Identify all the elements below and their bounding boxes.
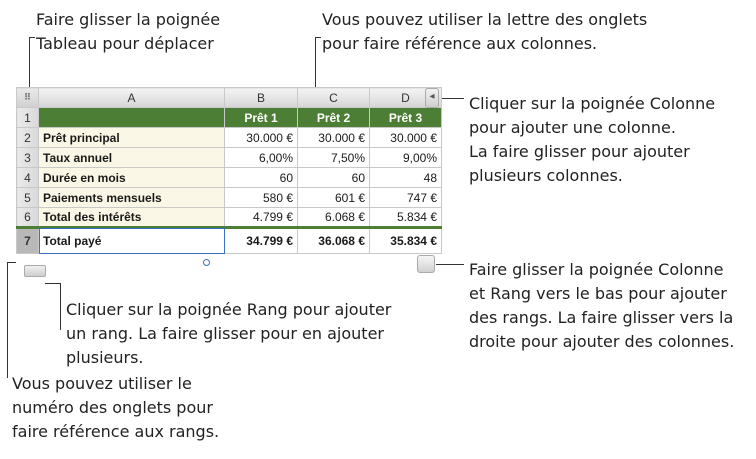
selection-resize-dot[interactable] <box>203 259 210 266</box>
leader-line-row-numbers-h <box>7 262 16 263</box>
column-tab-c[interactable]: C <box>298 88 370 108</box>
column-handle[interactable]: ◂ <box>425 88 439 108</box>
value-cell[interactable]: 30.000 € <box>225 128 298 148</box>
table-row <box>17 148 442 168</box>
row-label-cell[interactable]: Durée en mois <box>39 168 225 188</box>
value-cell[interactable]: 747 € <box>370 188 442 208</box>
table-row <box>17 188 442 208</box>
value-cell[interactable]: 580 € <box>225 188 298 208</box>
leader-line-corner-handle <box>436 264 464 265</box>
column-header-row <box>17 88 442 108</box>
value-cell[interactable]: 60 <box>298 168 370 188</box>
row-label-cell[interactable]: Taux annuel <box>39 148 225 168</box>
leader-line-table-tick <box>29 37 35 38</box>
leader-line-columns <box>315 37 316 89</box>
value-cell[interactable]: 60 <box>225 168 298 188</box>
table-row <box>17 168 442 188</box>
row-handle[interactable] <box>24 265 46 277</box>
value-cell[interactable]: 4.799 € <box>225 208 298 228</box>
value-cell[interactable]: 9,00% <box>370 148 442 168</box>
spreadsheet-table[interactable] <box>16 87 442 254</box>
value-cell[interactable]: 6,00% <box>225 148 298 168</box>
column-tab-d[interactable]: D <box>370 88 442 108</box>
leader-line-row-numbers <box>7 262 8 378</box>
row-label-cell[interactable]: Prêt principal <box>39 128 225 148</box>
column-row-corner-handle[interactable] <box>417 255 435 273</box>
footer-value-cell[interactable]: 36.068 € <box>298 228 370 254</box>
row-tab-6[interactable]: 6 <box>17 208 39 228</box>
callout-column-letters: Vous pouvez utiliser la lettre des onglets pour faire référence aux colonnes. <box>322 10 648 53</box>
leader-line-table <box>29 37 30 89</box>
callout-row-numbers: Vous pouvez utiliser le numéro des onglets pour faire référence aux rangs. <box>12 374 220 441</box>
row-tab-4[interactable]: 4 <box>17 168 39 188</box>
row-label-cell[interactable]: Paiements mensuels <box>39 188 225 208</box>
row-tab-3[interactable]: 3 <box>17 148 39 168</box>
row-tab-2[interactable]: 2 <box>17 128 39 148</box>
footer-row <box>17 228 442 254</box>
leader-line-columns-tick <box>315 37 321 38</box>
value-cell[interactable]: 48 <box>370 168 442 188</box>
table-handle[interactable]: ⠿ <box>17 88 39 108</box>
header-cell[interactable]: Prêt 1 <box>225 108 298 128</box>
footer-value-cell[interactable]: 35.834 € <box>370 228 442 254</box>
column-tab-b[interactable]: B <box>225 88 298 108</box>
row-tab-7[interactable]: 7 <box>17 228 39 254</box>
callout-corner-handle: Faire glisser la poignée Colonne et Rang vers le bas pour ajouter des rangs. La faire glisser vers la droite pour ajouter des colonnes. <box>469 260 735 351</box>
footer-value-cell[interactable]: 34.799 € <box>225 228 298 254</box>
row-label-cell[interactable]: Total des intérêts <box>39 208 225 228</box>
header-cell[interactable]: Prêt 2 <box>298 108 370 128</box>
leader-line-row-handle-h <box>45 283 60 284</box>
value-cell[interactable]: 6.068 € <box>298 208 370 228</box>
value-cell[interactable]: 30.000 € <box>298 128 370 148</box>
value-cell[interactable]: 601 € <box>298 188 370 208</box>
value-cell[interactable]: 30.000 € <box>370 128 442 148</box>
leader-line-col-handle <box>440 98 464 99</box>
header-cell[interactable] <box>39 108 225 128</box>
callout-drag-table: Faire glisser la poignée Tableau pour déplacer <box>36 10 221 53</box>
callout-column-handle: Cliquer sur la poignée Colonne pour ajouter une colonne. La faire glisser pour ajouter plusieurs colonnes. <box>469 94 716 185</box>
header-cell[interactable]: Prêt 3 <box>370 108 442 128</box>
value-cell[interactable]: 5.834 € <box>370 208 442 228</box>
value-cell[interactable]: 7,50% <box>298 148 370 168</box>
leader-line-row-handle <box>60 283 61 330</box>
table-row <box>17 108 442 128</box>
table-row <box>17 128 442 148</box>
footer-label-cell[interactable]: Total payé <box>39 228 225 254</box>
row-tab-5[interactable]: 5 <box>17 188 39 208</box>
column-tab-a[interactable]: A <box>39 88 225 108</box>
callout-row-handle: Cliquer sur la poignée Rang pour ajouter un rang. La faire glisser pour en ajouter plusieurs. <box>66 300 392 367</box>
row-tab-1[interactable]: 1 <box>17 108 39 128</box>
table-row <box>17 208 442 228</box>
